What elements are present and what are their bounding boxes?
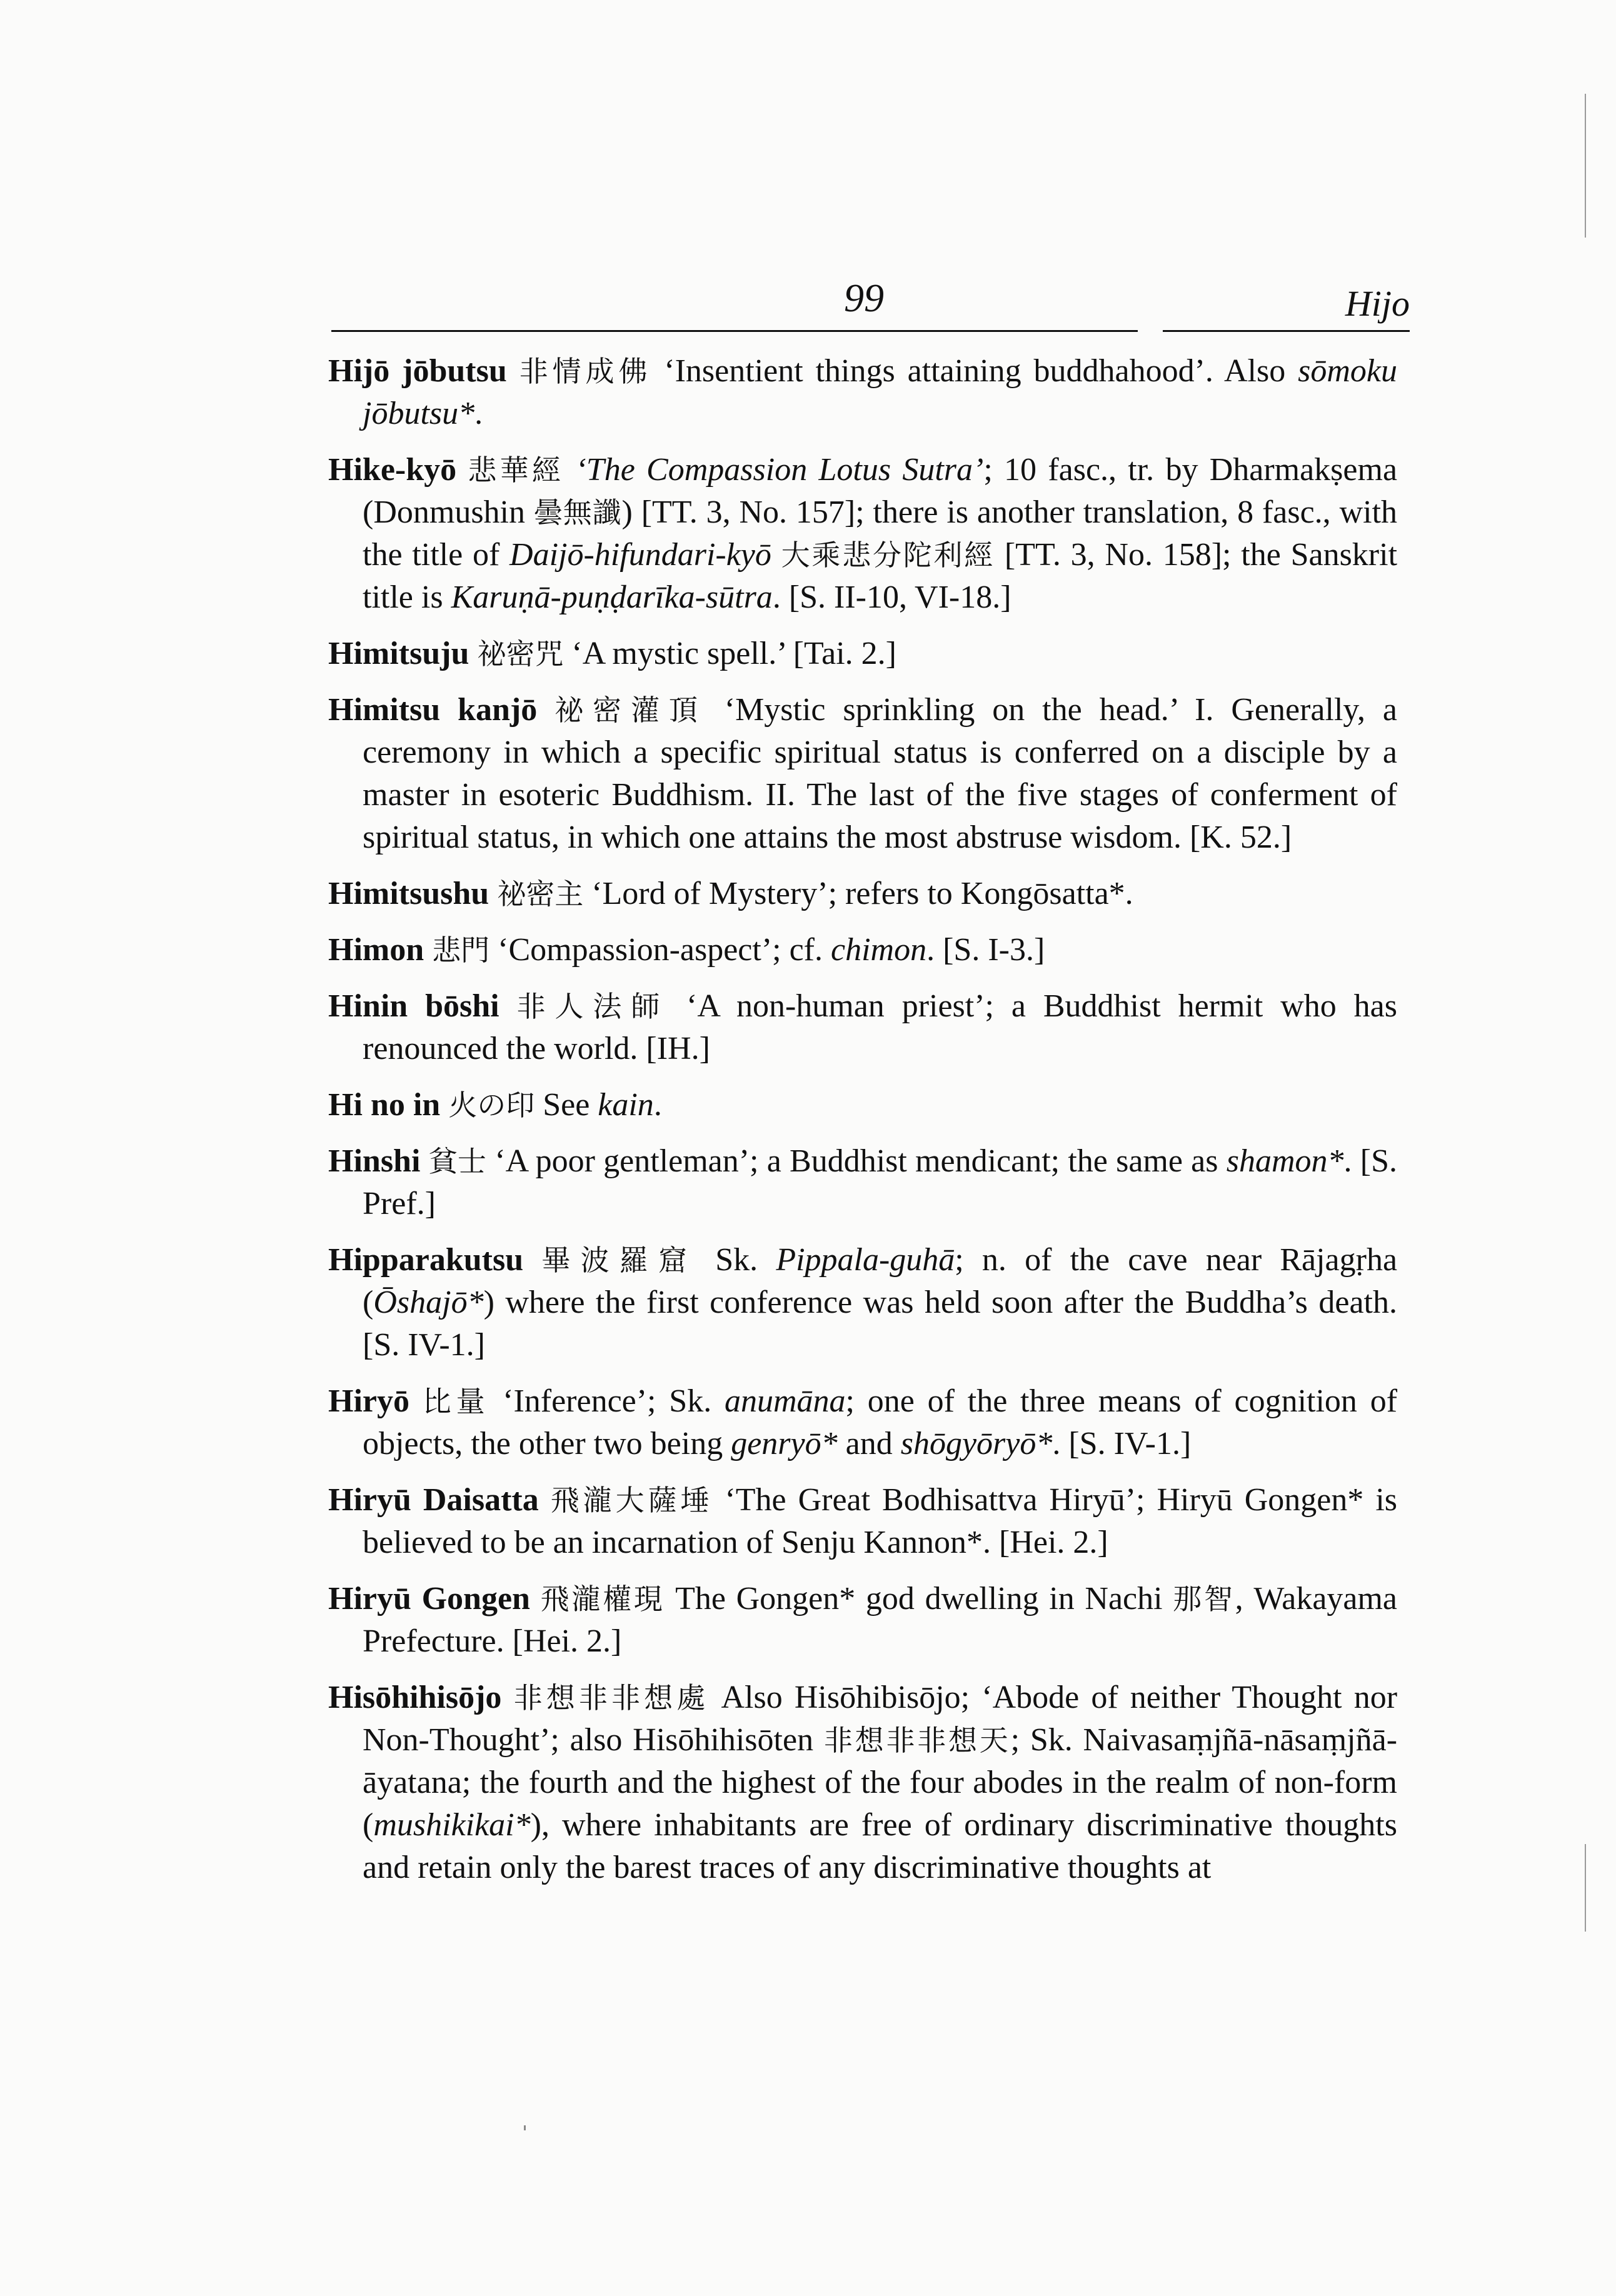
definition: . [S. II-10, VI-18.] — [772, 579, 1011, 615]
definition: ‘A mystic spell.’ [Tai. 2.] — [563, 636, 896, 671]
header-rule-right — [1163, 330, 1410, 332]
definition: ; one of the three means of cognition of objects, the other two being — [363, 1383, 1398, 1461]
headword: Hijō jōbutsu — [328, 353, 507, 389]
headword: Hipparakutsu — [328, 1242, 524, 1278]
kanji: 大乘悲分陀利經 — [781, 538, 995, 572]
kanji: 那智 — [1173, 1582, 1235, 1616]
headword: Hinshi — [328, 1143, 421, 1179]
entry-hisohihisojo — [328, 1677, 1397, 1889]
scan-margin-mark — [1585, 1844, 1586, 1932]
headword: Hiryū Gongen — [328, 1581, 530, 1617]
definition: ) [TT. 3, No. 157]; there is another translation, 8 fasc., with the title of — [363, 494, 1398, 573]
kanji: 貧士 — [428, 1145, 487, 1178]
kanji: 曇無讖 — [533, 496, 622, 529]
definition: ‘Lord of Mystery’; refers to Kongōsatta*. — [583, 876, 1133, 911]
definition: and — [837, 1426, 901, 1461]
entry-hiryu-daisatta — [328, 1479, 1397, 1564]
title: Karuṇā-puṇḍarīka-sūtra — [451, 579, 773, 615]
headword: Hiryū Daisatta — [328, 1482, 539, 1518]
definition: ‘The Great Bodhisattva Hiryū’; Hiryū Gongen* is believed to be an incarnation of Senju Kannon*. [Hei. 2.] — [363, 1482, 1398, 1560]
definition: ‘A poor gentleman’; a Buddhist mendicant; the same as — [486, 1143, 1227, 1179]
kanji: 祕密咒 — [477, 637, 564, 671]
definition: ‘A non-human priest’; a Buddhist hermit who has renounced the world. [IH.] — [363, 988, 1398, 1066]
kanji: 祕密主 — [497, 877, 584, 911]
entry-hiryu-gongen — [328, 1578, 1397, 1663]
title: Daijō-hifundari-kyō — [509, 537, 771, 573]
definition: . — [474, 396, 483, 431]
headword: Hiryō — [328, 1383, 409, 1419]
cross-reference: genryō* — [731, 1426, 838, 1461]
definition: . — [653, 1087, 662, 1123]
entry-hijo-jobutsu — [328, 350, 1397, 435]
entry-himitsuju — [328, 633, 1397, 675]
header-rule-left — [331, 330, 1138, 332]
definition: . [S. IV-1.] — [1052, 1426, 1192, 1461]
entry-hipparakutsu — [328, 1239, 1397, 1366]
definition: The Gongen* god dwelling in Nachi — [665, 1581, 1173, 1617]
definition: . [S. Pref.] — [363, 1143, 1397, 1221]
headword: Hinin bōshi — [328, 988, 499, 1024]
definition: , Wakayama Prefecture. [Hei. 2.] — [363, 1581, 1398, 1659]
kanji: 悲門 — [432, 933, 490, 967]
cross-reference: Pippala-guhā — [776, 1242, 955, 1278]
definition: ), where inhabitants are free of ordinary discriminative thoughts and retain only the barest traces of any discriminative thoughts at — [363, 1807, 1397, 1885]
headword: Hike-kyō — [328, 452, 457, 488]
scan-margin-mark — [1585, 94, 1586, 238]
scan-speck — [524, 2125, 526, 2130]
definition: [TT. 3, No. 158]; the Sanskrit title is — [363, 537, 1398, 615]
cross-reference: shōgyōryō* — [900, 1426, 1053, 1461]
page-number: 99 — [844, 276, 884, 320]
entry-hike-kyo — [328, 449, 1397, 619]
kanji: 悲華經 — [468, 453, 565, 487]
entry-hinshi — [328, 1140, 1397, 1225]
title: ‘The Compassion Lotus Sutra’ — [575, 452, 984, 488]
definition: ; Sk. Naivasaṃjñā-nāsaṃjñā-āyatana; the fourth and the highest of the four abodes in the realm of non-form ( — [363, 1722, 1398, 1843]
kanji: 非想非非想處 — [513, 1681, 710, 1715]
headword: Himitsuju — [328, 636, 469, 671]
cross-reference: shamon* — [1226, 1143, 1344, 1179]
definition: Also Hisōhibisōjo; ‘Abode of neither Thought nor Non-Thought’; also Hisōhihisōten — [363, 1680, 1398, 1758]
cross-reference: sōmoku jōbutsu* — [363, 353, 1397, 431]
entry-hi-no-in — [328, 1084, 1397, 1126]
entry-himon — [328, 929, 1397, 971]
running-head: Hijo — [1345, 283, 1410, 324]
definition: ‘Mystic sprinkling on the head.’ I. Generally, a ceremony in which a specific spiritual status is conferred on a disciple by a master in esoteric Buddhism. II. The last of the five stages of conferment of spiritual status, in which one attains the most abstruse wisdom. [K. 52.] — [363, 692, 1398, 855]
kanji: 畢波羅窟 — [541, 1243, 698, 1277]
headword: Himitsushu — [328, 876, 489, 911]
headword: Hi no in — [328, 1087, 441, 1123]
definition: ‘Insentient things attaining buddhahood’. Also — [651, 353, 1298, 389]
headword: Himon — [328, 932, 424, 968]
entry-himitsushu — [328, 873, 1397, 915]
headword: Himitsu kanjō — [328, 692, 538, 728]
entry-hiryo — [328, 1380, 1397, 1465]
kanji: 飛瀧大薩埵 — [550, 1483, 713, 1517]
cross-reference: Ōshajō* — [373, 1285, 484, 1320]
kanji: 非人法師 — [516, 990, 670, 1023]
kanji: 火の印 — [448, 1088, 535, 1122]
definition: See — [534, 1087, 598, 1123]
kanji: 非情成佛 — [519, 354, 652, 388]
entry-himitsu-kanjo — [328, 689, 1397, 859]
cross-reference: chimon — [831, 932, 927, 968]
cross-reference: kain — [598, 1087, 654, 1123]
entry-hinin-boshi — [328, 985, 1397, 1070]
definition: ‘Compassion-aspect’; cf. — [489, 932, 831, 968]
headword: Hisōhihisōjo — [328, 1680, 502, 1715]
kanji: 非想非非想天 — [823, 1723, 1011, 1757]
kanji: 祕密灌頂 — [555, 693, 707, 727]
definition: ) where the first conference was held soon after the Buddha’s death. [S. IV-1.] — [363, 1285, 1397, 1363]
cross-reference: anumāna — [724, 1383, 846, 1419]
definition: ; n. of the cave near Rājagṛha ( — [363, 1242, 1398, 1320]
definition: ; 10 fasc., tr. by Dharmakṣema (Donmushin — [363, 452, 1398, 530]
definition: ‘Inference’; Sk. — [489, 1383, 725, 1419]
kanji: 比量 — [422, 1385, 490, 1418]
page-header — [331, 269, 1410, 338]
dictionary-entries — [328, 350, 1397, 1903]
definition: . [S. I-3.] — [926, 932, 1045, 968]
cross-reference: mushikikai* — [373, 1807, 531, 1843]
kanji: 飛瀧權現 — [540, 1582, 665, 1616]
definition: Sk. — [697, 1242, 776, 1278]
